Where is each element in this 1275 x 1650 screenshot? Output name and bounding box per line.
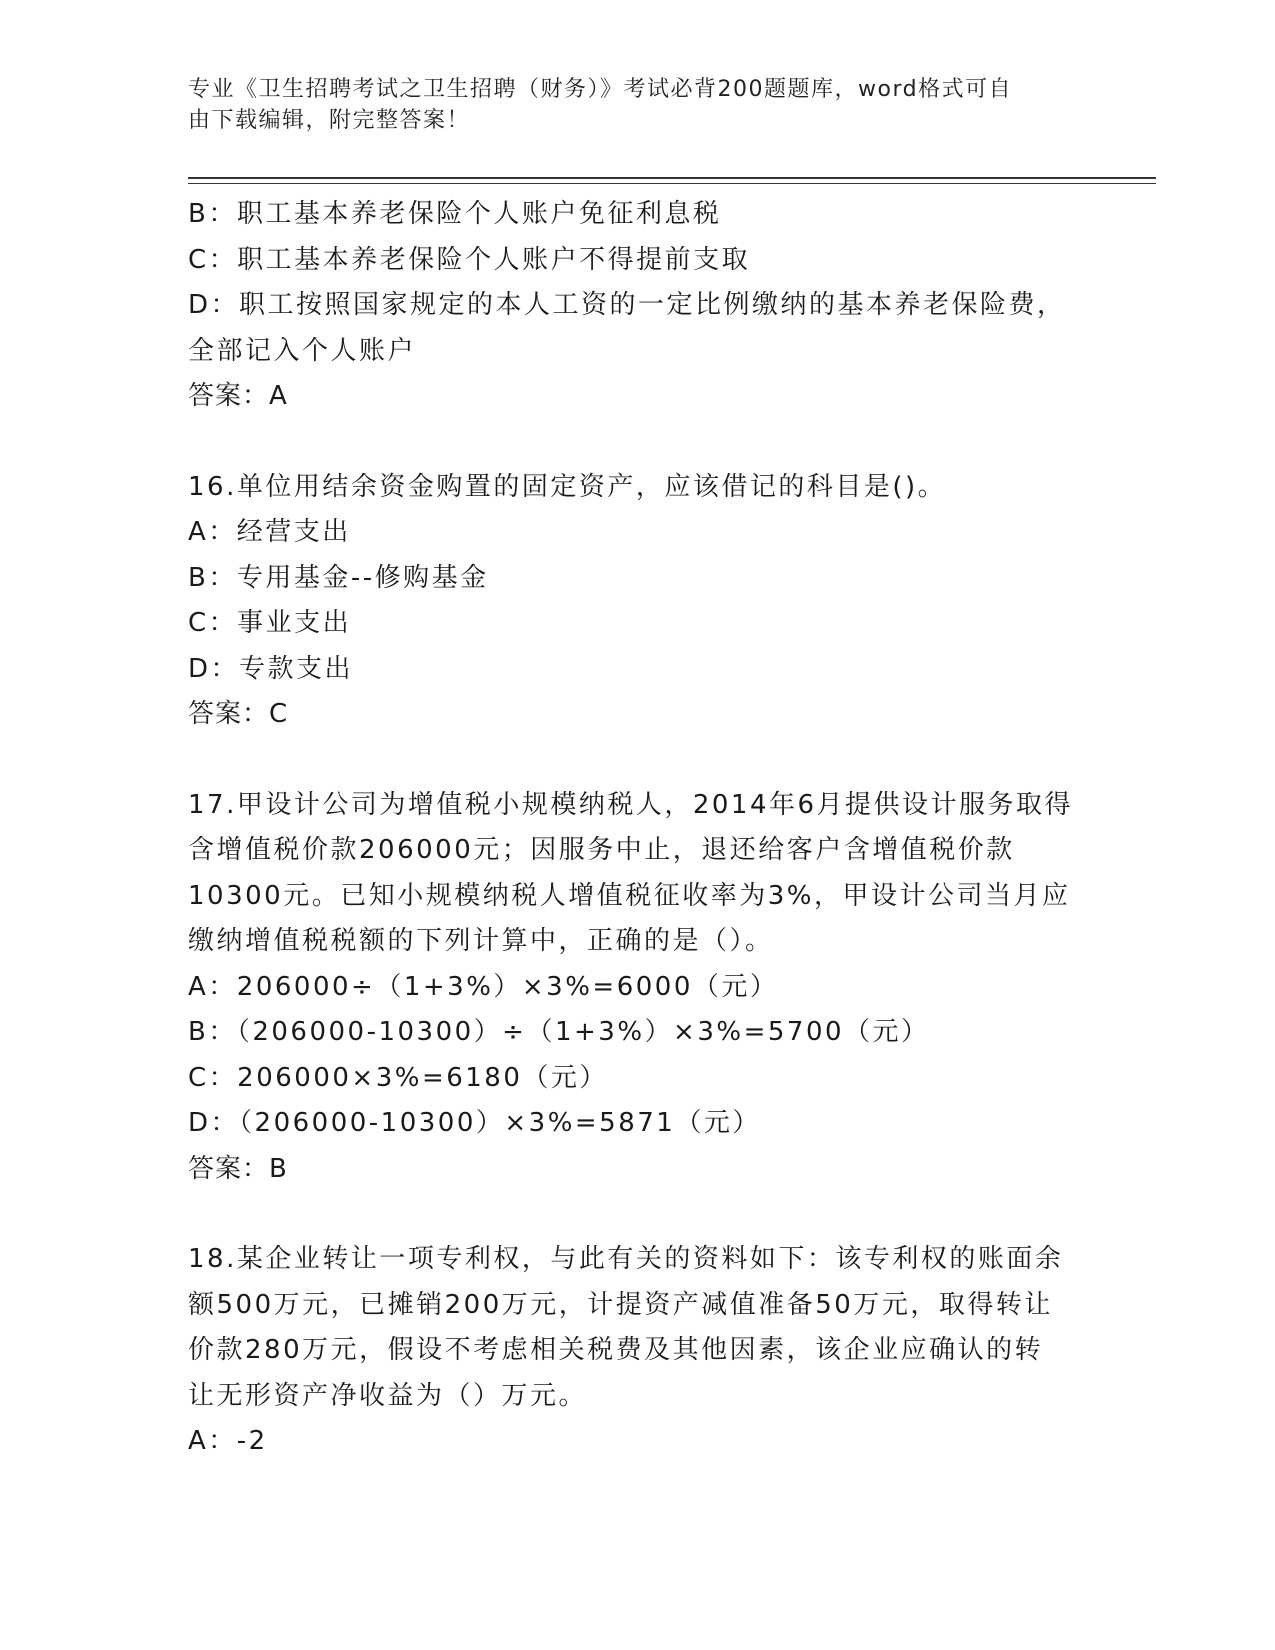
- answer: 答案：B: [188, 1153, 288, 1184]
- header-line-2: 由下载编辑，附完整答案！: [188, 108, 471, 133]
- question-16: [188, 465, 1098, 738]
- document-header: [188, 74, 1088, 136]
- option-d: D：（206000-10300）×3%=5871（元）: [188, 1108, 761, 1138]
- option-a: A：经营支出: [188, 517, 351, 547]
- question-stem-continued: 10300元。已知小规模纳税人增值税征收率为3%，甲设计公司当月应: [188, 880, 1071, 911]
- option-b: B：职工基本养老保险个人账户免征利息税: [188, 199, 722, 229]
- question-15-continued: [188, 192, 1098, 420]
- question-18: [188, 1237, 1098, 1465]
- spacer: [188, 738, 1098, 783]
- option-c: C：职工基本养老保险个人账户不得提前支取: [188, 244, 751, 275]
- question-17: [188, 783, 1098, 1193]
- header-line-1: 专业《卫生招聘考试之卫生招聘（财务）》考试必背200题题库，word格式可自: [188, 77, 1013, 102]
- question-stem: 17.甲设计公司为增值税小规模纳税人，2014年6月提供设计服务取得: [188, 789, 1074, 820]
- answer: 答案：C: [188, 699, 289, 729]
- option-c: C：206000×3%=6180（元）: [188, 1062, 608, 1093]
- question-stem: 18.某企业转让一项专利权，与此有关的资料如下：该专利权的账面余: [188, 1244, 1064, 1274]
- option-d: D：职工按照国家规定的本人工资的一定比例缴纳的基本养老保险费，: [188, 290, 1066, 320]
- option-d: D：专款支出: [188, 653, 354, 684]
- question-stem-continued: 额500万元，已摊销200万元，计提资产减值准备50万元，取得转让: [188, 1289, 1053, 1320]
- document-body: [188, 192, 1098, 1465]
- option-b: B：（206000-10300）÷（1+3%）×3%=5700（元）: [188, 1017, 930, 1047]
- spacer: [188, 420, 1098, 465]
- spacer: [188, 1192, 1098, 1237]
- answer: 答案：A: [188, 381, 288, 411]
- option-a: A：-2: [188, 1426, 268, 1456]
- question-stem-continued: 缴纳增值税税额的下列计算中，正确的是（）。: [188, 926, 774, 956]
- option-a: A：206000÷（1+3%）×3%=6000（元）: [188, 971, 779, 1002]
- header-divider-thick: [188, 177, 1156, 179]
- question-stem-continued: 含增值税价款206000元；因服务中止，退还给客户含增值税价款: [188, 835, 1015, 865]
- option-b: B：专用基金--修购基金: [188, 562, 489, 593]
- question-stem-continued: 价款280万元，假设不考虑相关税费及其他因素，该企业应确认的转: [188, 1335, 1044, 1365]
- option-d-continued: 全部记入个人账户: [188, 335, 417, 366]
- question-stem: 16.单位用结余资金购置的固定资产，应该借记的科目是()。: [188, 471, 947, 502]
- header-divider-thin: [188, 183, 1156, 184]
- option-c: C：事业支出: [188, 608, 352, 638]
- question-stem-continued: 让无形资产净收益为（）万元。: [188, 1380, 588, 1411]
